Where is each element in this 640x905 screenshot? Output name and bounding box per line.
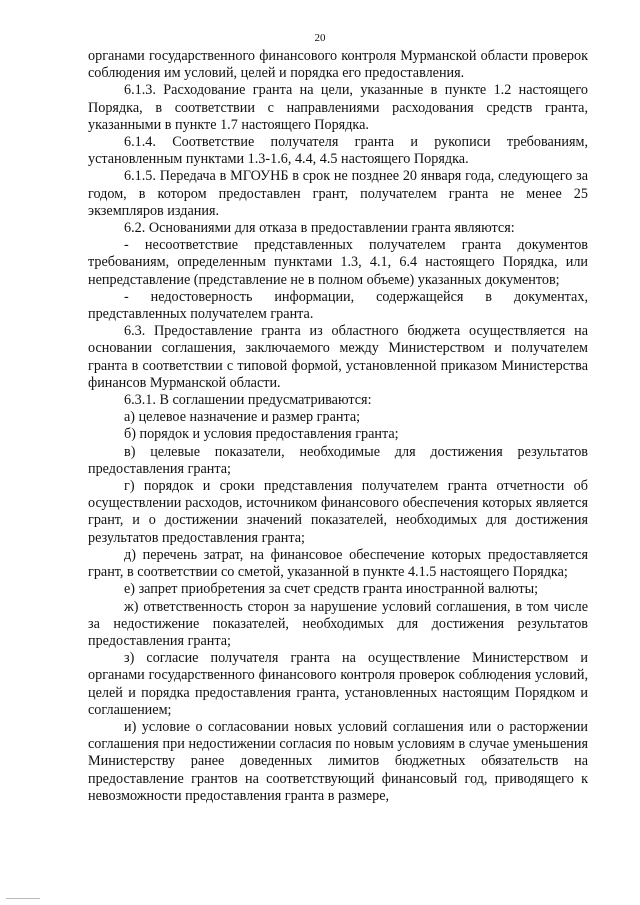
paragraph: органами государственного финансового контроля Мурманской области проверок соблюдения им условий, целей и порядка его предоставления. [88, 48, 588, 82]
paragraph: е) запрет приобретения за счет средств гранта иностранной валюты; [124, 581, 539, 598]
page-number: 20 [314, 32, 326, 44]
paragraph: 6.1.4. Соответствие получателя гранта и рукописи требованиям, установленным пунктами 1.3-1.6, 4.4, 4.5 настоящего Порядка. [88, 134, 588, 168]
paragraph: д) перечень затрат, на финансовое обеспечение которых предоставляется грант, в соответствии со сметой, указанной в пункте 4.1.5 настоящего Порядка; [88, 546, 588, 581]
paragraph: и) условие о согласовании новых условий соглашения или о расторжении соглашения при недостижении согласия по новым условиям в случае уменьшения Министерству ранее доведенных лимитов бюджетных обязательств на предоставление грантов на соответствующий финансовый год, приводящего к невозможности предоставления гранта в размере, [88, 718, 588, 804]
paragraph: 6.1.3. Расходование гранта на цели, указанные в пункте 1.2 настоящего Порядка, в соответствии с направлениями расходования средств гранта, указанными в пункте 1.7 настоящего Порядка. [88, 82, 588, 133]
paragraph: 6.2. Основаниями для отказа в предоставлении гранта являются: [124, 220, 515, 237]
paragraph: ж) ответственность сторон за нарушение условий соглашения, в том числе за недостижение показателей, необходимых для достижения результатов предоставления гранта; [88, 598, 588, 649]
paragraph: - недостоверность информации, содержащейся в документах, представленных получателем гранта. [88, 288, 588, 323]
document-body [88, 48, 588, 805]
paragraph: - несоответствие представленных получателем гранта документов требованиям, определенным пунктами 1.3, 4.1, 6.4 настоящего Порядка, или непредставление (представление не в полном объеме) указанных документов; [88, 237, 588, 288]
paragraph: б) порядок и условия предоставления гранта; [124, 426, 399, 443]
scan-edge-mark [6, 898, 40, 899]
paragraph: в) целевые показатели, необходимые для достижения результатов предоставления гранта; [88, 443, 588, 477]
paragraph: 6.1.5. Передача в МГОУНБ в срок не позднее 20 января года, следующего за годом, в котором предоставлен грант, получателем гранта не менее 25 экземпляров издания. [88, 168, 588, 219]
paragraph: а) целевое назначение и размер гранта; [124, 409, 361, 426]
paragraph: г) порядок и сроки представления получателем гранта отчетности об осуществлении расходов, источником финансового обеспечения которых является грант, и о достижении значений показателей, необходимых для достижения результатов предоставления гранта; [88, 478, 588, 546]
paragraph: з) согласие получателя гранта на осуществление Министерством и органами государственного финансового контроля проверок соблюдения условий, целей и порядка предоставления гранта, установленных настоящим Порядком и соглашением; [88, 650, 588, 718]
paragraph: 6.3. Предоставление гранта из областного бюджета осуществляется на основании соглашения, заключаемого между Министерством и получателем гранта в соответствии с типовой формой, установленной приказом Министерства финансов Мурманской области. [88, 323, 588, 391]
paragraph: 6.3.1. В соглашении предусматриваются: [124, 392, 372, 409]
